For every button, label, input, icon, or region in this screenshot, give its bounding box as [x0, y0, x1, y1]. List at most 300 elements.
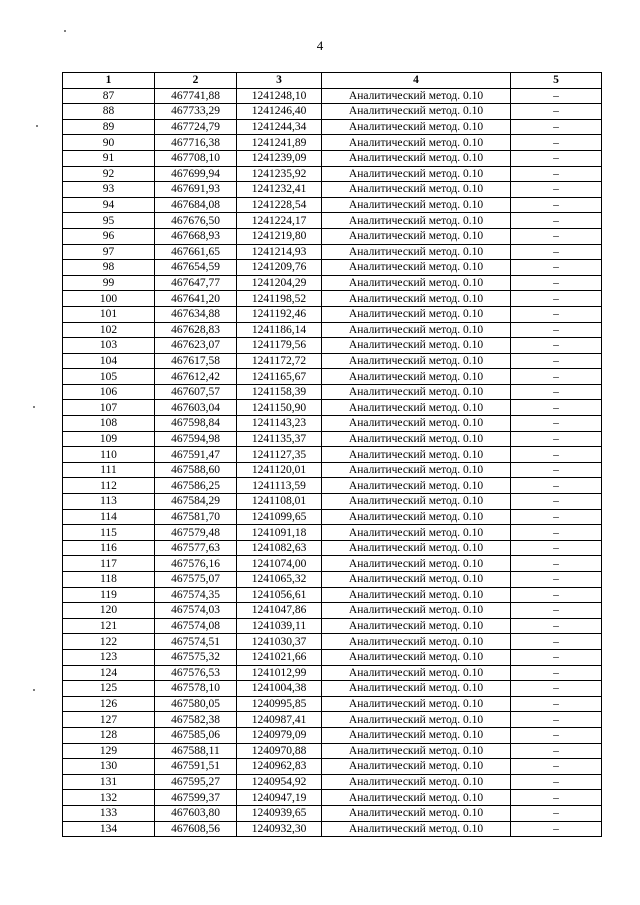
point-number-cell: 132 [63, 790, 155, 806]
table-row [63, 478, 602, 494]
y-coordinate-cell: 1241204,29 [237, 275, 322, 291]
method-cell: Аналитический метод. 0.10 [322, 447, 511, 463]
description-cell: – [511, 431, 602, 447]
y-coordinate-cell: 1241228,54 [237, 197, 322, 213]
method-cell: Аналитический метод. 0.10 [322, 634, 511, 650]
x-coordinate-cell: 467591,47 [155, 447, 237, 463]
y-coordinate-cell: 1241244,34 [237, 119, 322, 135]
y-coordinate-cell: 1241224,17 [237, 213, 322, 229]
y-coordinate-cell: 1241113,59 [237, 478, 322, 494]
y-coordinate-cell: 1241158,39 [237, 384, 322, 400]
y-coordinate-cell: 1241120,01 [237, 462, 322, 478]
point-number-cell: 118 [63, 572, 155, 588]
point-number-cell: 102 [63, 322, 155, 338]
method-cell: Аналитический метод. 0.10 [322, 369, 511, 385]
description-cell: – [511, 291, 602, 307]
point-number-cell: 94 [63, 197, 155, 213]
table-row [63, 119, 602, 135]
table-row [63, 805, 602, 821]
point-number-cell: 90 [63, 135, 155, 151]
x-coordinate-cell: 467576,53 [155, 665, 237, 681]
point-number-cell: 115 [63, 525, 155, 541]
method-cell: Аналитический метод. 0.10 [322, 119, 511, 135]
description-cell: – [511, 759, 602, 775]
x-coordinate-cell: 467724,79 [155, 119, 237, 135]
method-cell: Аналитический метод. 0.10 [322, 525, 511, 541]
method-cell: Аналитический метод. 0.10 [322, 228, 511, 244]
table-row [63, 462, 602, 478]
x-coordinate-cell: 467634,88 [155, 306, 237, 322]
description-cell: – [511, 494, 602, 510]
x-coordinate-cell: 467676,50 [155, 213, 237, 229]
table-row [63, 696, 602, 712]
y-coordinate-cell: 1241021,66 [237, 649, 322, 665]
description-cell: – [511, 447, 602, 463]
table-row [63, 228, 602, 244]
table-row [63, 197, 602, 213]
table-row [63, 759, 602, 775]
x-coordinate-cell: 467628,83 [155, 322, 237, 338]
description-cell: – [511, 727, 602, 743]
point-number-cell: 96 [63, 228, 155, 244]
description-cell: – [511, 478, 602, 494]
column-header-y: 3 [237, 73, 322, 89]
x-coordinate-cell: 467654,59 [155, 260, 237, 276]
scan-speck [64, 30, 66, 32]
point-number-cell: 119 [63, 587, 155, 603]
point-number-cell: 126 [63, 696, 155, 712]
y-coordinate-cell: 1241012,99 [237, 665, 322, 681]
description-cell: – [511, 338, 602, 354]
y-coordinate-cell: 1241135,37 [237, 431, 322, 447]
x-coordinate-cell: 467641,20 [155, 291, 237, 307]
x-coordinate-cell: 467575,32 [155, 649, 237, 665]
point-number-cell: 111 [63, 462, 155, 478]
description-cell: – [511, 525, 602, 541]
point-number-cell: 116 [63, 540, 155, 556]
y-coordinate-cell: 1240987,41 [237, 712, 322, 728]
method-cell: Аналитический метод. 0.10 [322, 88, 511, 104]
table-row [63, 166, 602, 182]
x-coordinate-cell: 467575,07 [155, 572, 237, 588]
method-cell: Аналитический метод. 0.10 [322, 416, 511, 432]
point-number-cell: 105 [63, 369, 155, 385]
y-coordinate-cell: 1241241,89 [237, 135, 322, 151]
x-coordinate-cell: 467607,57 [155, 384, 237, 400]
x-coordinate-cell: 467617,58 [155, 353, 237, 369]
point-number-cell: 110 [63, 447, 155, 463]
x-coordinate-cell: 467578,10 [155, 681, 237, 697]
point-number-cell: 123 [63, 649, 155, 665]
y-coordinate-cell: 1241004,38 [237, 681, 322, 697]
x-coordinate-cell: 467684,08 [155, 197, 237, 213]
description-cell: – [511, 244, 602, 260]
y-coordinate-cell: 1241108,01 [237, 494, 322, 510]
point-number-cell: 87 [63, 88, 155, 104]
point-number-cell: 117 [63, 556, 155, 572]
point-number-cell: 108 [63, 416, 155, 432]
method-cell: Аналитический метод. 0.10 [322, 182, 511, 198]
description-cell: – [511, 556, 602, 572]
table-row [63, 88, 602, 104]
y-coordinate-cell: 1241074,00 [237, 556, 322, 572]
method-cell: Аналитический метод. 0.10 [322, 494, 511, 510]
method-cell: Аналитический метод. 0.10 [322, 665, 511, 681]
method-cell: Аналитический метод. 0.10 [322, 338, 511, 354]
table-row [63, 540, 602, 556]
point-number-cell: 97 [63, 244, 155, 260]
y-coordinate-cell: 1241179,56 [237, 338, 322, 354]
description-cell: – [511, 182, 602, 198]
point-number-cell: 98 [63, 260, 155, 276]
y-coordinate-cell: 1241239,09 [237, 150, 322, 166]
table-row [63, 213, 602, 229]
method-cell: Аналитический метод. 0.10 [322, 431, 511, 447]
description-cell: – [511, 416, 602, 432]
x-coordinate-cell: 467741,88 [155, 88, 237, 104]
method-cell: Аналитический метод. 0.10 [322, 540, 511, 556]
description-cell: – [511, 790, 602, 806]
y-coordinate-cell: 1240970,88 [237, 743, 322, 759]
x-coordinate-cell: 467594,98 [155, 431, 237, 447]
x-coordinate-cell: 467595,27 [155, 774, 237, 790]
x-coordinate-cell: 467582,38 [155, 712, 237, 728]
y-coordinate-cell: 1241099,65 [237, 509, 322, 525]
point-number-cell: 114 [63, 509, 155, 525]
description-cell: – [511, 213, 602, 229]
point-number-cell: 106 [63, 384, 155, 400]
x-coordinate-cell: 467598,84 [155, 416, 237, 432]
description-cell: – [511, 384, 602, 400]
method-cell: Аналитический метод. 0.10 [322, 587, 511, 603]
x-coordinate-cell: 467661,65 [155, 244, 237, 260]
table-row [63, 182, 602, 198]
x-coordinate-cell: 467579,48 [155, 525, 237, 541]
description-cell: – [511, 618, 602, 634]
x-coordinate-cell: 467581,70 [155, 509, 237, 525]
table-row [63, 275, 602, 291]
description-cell: – [511, 275, 602, 291]
description-cell: – [511, 603, 602, 619]
point-number-cell: 95 [63, 213, 155, 229]
table-row [63, 431, 602, 447]
table-row [63, 416, 602, 432]
x-coordinate-cell: 467574,51 [155, 634, 237, 650]
point-number-cell: 88 [63, 104, 155, 120]
y-coordinate-cell: 1241091,18 [237, 525, 322, 541]
point-number-cell: 109 [63, 431, 155, 447]
scan-speck [33, 689, 35, 691]
method-cell: Аналитический метод. 0.10 [322, 260, 511, 276]
table-row [63, 821, 602, 837]
description-cell: – [511, 322, 602, 338]
point-number-cell: 89 [63, 119, 155, 135]
description-cell: – [511, 509, 602, 525]
description-cell: – [511, 353, 602, 369]
x-coordinate-cell: 467576,16 [155, 556, 237, 572]
point-number-cell: 125 [63, 681, 155, 697]
point-number-cell: 121 [63, 618, 155, 634]
point-number-cell: 91 [63, 150, 155, 166]
x-coordinate-cell: 467603,80 [155, 805, 237, 821]
table-row [63, 727, 602, 743]
method-cell: Аналитический метод. 0.10 [322, 291, 511, 307]
coordinates-table [62, 72, 602, 837]
method-cell: Аналитический метод. 0.10 [322, 759, 511, 775]
table-row [63, 587, 602, 603]
table-row [63, 572, 602, 588]
point-number-cell: 128 [63, 727, 155, 743]
table-row [63, 369, 602, 385]
y-coordinate-cell: 1241246,40 [237, 104, 322, 120]
point-number-cell: 127 [63, 712, 155, 728]
y-coordinate-cell: 1240962,83 [237, 759, 322, 775]
table-row [63, 338, 602, 354]
x-coordinate-cell: 467608,56 [155, 821, 237, 837]
point-number-cell: 112 [63, 478, 155, 494]
description-cell: – [511, 104, 602, 120]
scan-speck [33, 406, 35, 408]
x-coordinate-cell: 467588,11 [155, 743, 237, 759]
table-row [63, 525, 602, 541]
point-number-cell: 130 [63, 759, 155, 775]
y-coordinate-cell: 1240939,65 [237, 805, 322, 821]
method-cell: Аналитический метод. 0.10 [322, 462, 511, 478]
x-coordinate-cell: 467588,60 [155, 462, 237, 478]
point-number-cell: 107 [63, 400, 155, 416]
table-row [63, 494, 602, 510]
point-number-cell: 122 [63, 634, 155, 650]
description-cell: – [511, 649, 602, 665]
table-row [63, 665, 602, 681]
table-row [63, 291, 602, 307]
point-number-cell: 101 [63, 306, 155, 322]
description-cell: – [511, 712, 602, 728]
description-cell: – [511, 88, 602, 104]
y-coordinate-cell: 1241165,67 [237, 369, 322, 385]
x-coordinate-cell: 467733,29 [155, 104, 237, 120]
point-number-cell: 103 [63, 338, 155, 354]
table-row [63, 556, 602, 572]
y-coordinate-cell: 1241150,90 [237, 400, 322, 416]
description-cell: – [511, 197, 602, 213]
column-header-method: 4 [322, 73, 511, 89]
description-cell: – [511, 369, 602, 385]
table-row [63, 712, 602, 728]
description-cell: – [511, 634, 602, 650]
x-coordinate-cell: 467623,07 [155, 338, 237, 354]
description-cell: – [511, 228, 602, 244]
y-coordinate-cell: 1241030,37 [237, 634, 322, 650]
x-coordinate-cell: 467716,38 [155, 135, 237, 151]
x-coordinate-cell: 467691,93 [155, 182, 237, 198]
x-coordinate-cell: 467580,05 [155, 696, 237, 712]
table-row [63, 618, 602, 634]
x-coordinate-cell: 467612,42 [155, 369, 237, 385]
method-cell: Аналитический метод. 0.10 [322, 696, 511, 712]
method-cell: Аналитический метод. 0.10 [322, 478, 511, 494]
table-row [63, 306, 602, 322]
description-cell: – [511, 665, 602, 681]
method-cell: Аналитический метод. 0.10 [322, 774, 511, 790]
table-row [63, 509, 602, 525]
x-coordinate-cell: 467647,77 [155, 275, 237, 291]
table-row [63, 260, 602, 276]
y-coordinate-cell: 1240995,85 [237, 696, 322, 712]
description-cell: – [511, 166, 602, 182]
x-coordinate-cell: 467668,93 [155, 228, 237, 244]
method-cell: Аналитический метод. 0.10 [322, 213, 511, 229]
point-number-cell: 93 [63, 182, 155, 198]
page-number: 4 [316, 38, 324, 53]
method-cell: Аналитический метод. 0.10 [322, 322, 511, 338]
y-coordinate-cell: 1241186,14 [237, 322, 322, 338]
x-coordinate-cell: 467591,51 [155, 759, 237, 775]
point-number-cell: 113 [63, 494, 155, 510]
method-cell: Аналитический метод. 0.10 [322, 821, 511, 837]
description-cell: – [511, 260, 602, 276]
x-coordinate-cell: 467574,08 [155, 618, 237, 634]
column-header-point: 1 [63, 73, 155, 89]
y-coordinate-cell: 1241248,10 [237, 88, 322, 104]
point-number-cell: 104 [63, 353, 155, 369]
method-cell: Аналитический метод. 0.10 [322, 384, 511, 400]
description-cell: – [511, 821, 602, 837]
method-cell: Аналитический метод. 0.10 [322, 135, 511, 151]
description-cell: – [511, 135, 602, 151]
description-cell: – [511, 400, 602, 416]
y-coordinate-cell: 1240932,30 [237, 821, 322, 837]
point-number-cell: 92 [63, 166, 155, 182]
description-cell: – [511, 119, 602, 135]
method-cell: Аналитический метод. 0.10 [322, 306, 511, 322]
method-cell: Аналитический метод. 0.10 [322, 353, 511, 369]
description-cell: – [511, 696, 602, 712]
y-coordinate-cell: 1241209,76 [237, 260, 322, 276]
column-header-description: 5 [511, 73, 602, 89]
method-cell: Аналитический метод. 0.10 [322, 743, 511, 759]
x-coordinate-cell: 467584,29 [155, 494, 237, 510]
method-cell: Аналитический метод. 0.10 [322, 712, 511, 728]
point-number-cell: 133 [63, 805, 155, 821]
method-cell: Аналитический метод. 0.10 [322, 400, 511, 416]
method-cell: Аналитический метод. 0.10 [322, 556, 511, 572]
x-coordinate-cell: 467577,63 [155, 540, 237, 556]
method-cell: Аналитический метод. 0.10 [322, 244, 511, 260]
point-number-cell: 124 [63, 665, 155, 681]
y-coordinate-cell: 1241127,35 [237, 447, 322, 463]
point-number-cell: 99 [63, 275, 155, 291]
point-number-cell: 129 [63, 743, 155, 759]
description-cell: – [511, 572, 602, 588]
x-coordinate-cell: 467585,06 [155, 727, 237, 743]
x-coordinate-cell: 467603,04 [155, 400, 237, 416]
method-cell: Аналитический метод. 0.10 [322, 790, 511, 806]
y-coordinate-cell: 1241039,11 [237, 618, 322, 634]
table-row [63, 150, 602, 166]
method-cell: Аналитический метод. 0.10 [322, 649, 511, 665]
table-row [63, 603, 602, 619]
x-coordinate-cell: 467699,94 [155, 166, 237, 182]
method-cell: Аналитический метод. 0.10 [322, 618, 511, 634]
description-cell: – [511, 681, 602, 697]
method-cell: Аналитический метод. 0.10 [322, 166, 511, 182]
method-cell: Аналитический метод. 0.10 [322, 150, 511, 166]
table-row [63, 400, 602, 416]
x-coordinate-cell: 467586,25 [155, 478, 237, 494]
table-row [63, 681, 602, 697]
table-row [63, 384, 602, 400]
x-coordinate-cell: 467574,03 [155, 603, 237, 619]
table-row [63, 649, 602, 665]
scan-speck [36, 125, 38, 127]
description-cell: – [511, 587, 602, 603]
y-coordinate-cell: 1240954,92 [237, 774, 322, 790]
table-body [63, 88, 602, 837]
table-row [63, 135, 602, 151]
y-coordinate-cell: 1241143,23 [237, 416, 322, 432]
table-row [63, 104, 602, 120]
y-coordinate-cell: 1241056,61 [237, 587, 322, 603]
method-cell: Аналитический метод. 0.10 [322, 275, 511, 291]
table-header-row [63, 73, 602, 89]
y-coordinate-cell: 1241047,86 [237, 603, 322, 619]
method-cell: Аналитический метод. 0.10 [322, 572, 511, 588]
method-cell: Аналитический метод. 0.10 [322, 509, 511, 525]
point-number-cell: 120 [63, 603, 155, 619]
y-coordinate-cell: 1241198,52 [237, 291, 322, 307]
point-number-cell: 134 [63, 821, 155, 837]
method-cell: Аналитический метод. 0.10 [322, 805, 511, 821]
method-cell: Аналитический метод. 0.10 [322, 603, 511, 619]
table-row [63, 353, 602, 369]
table-row [63, 790, 602, 806]
x-coordinate-cell: 467708,10 [155, 150, 237, 166]
table-row [63, 322, 602, 338]
description-cell: – [511, 540, 602, 556]
y-coordinate-cell: 1241082,63 [237, 540, 322, 556]
method-cell: Аналитический метод. 0.10 [322, 681, 511, 697]
y-coordinate-cell: 1241065,32 [237, 572, 322, 588]
y-coordinate-cell: 1241172,72 [237, 353, 322, 369]
method-cell: Аналитический метод. 0.10 [322, 727, 511, 743]
y-coordinate-cell: 1241192,46 [237, 306, 322, 322]
y-coordinate-cell: 1241219,80 [237, 228, 322, 244]
y-coordinate-cell: 1241235,92 [237, 166, 322, 182]
table-row [63, 634, 602, 650]
description-cell: – [511, 306, 602, 322]
description-cell: – [511, 805, 602, 821]
x-coordinate-cell: 467599,37 [155, 790, 237, 806]
column-header-x: 2 [155, 73, 237, 89]
table-row [63, 743, 602, 759]
point-number-cell: 131 [63, 774, 155, 790]
description-cell: – [511, 462, 602, 478]
description-cell: – [511, 774, 602, 790]
table-row [63, 244, 602, 260]
y-coordinate-cell: 1240979,09 [237, 727, 322, 743]
method-cell: Аналитический метод. 0.10 [322, 197, 511, 213]
description-cell: – [511, 150, 602, 166]
y-coordinate-cell: 1241232,41 [237, 182, 322, 198]
y-coordinate-cell: 1240947,19 [237, 790, 322, 806]
description-cell: – [511, 743, 602, 759]
table-row [63, 447, 602, 463]
table-row [63, 774, 602, 790]
x-coordinate-cell: 467574,35 [155, 587, 237, 603]
point-number-cell: 100 [63, 291, 155, 307]
method-cell: Аналитический метод. 0.10 [322, 104, 511, 120]
